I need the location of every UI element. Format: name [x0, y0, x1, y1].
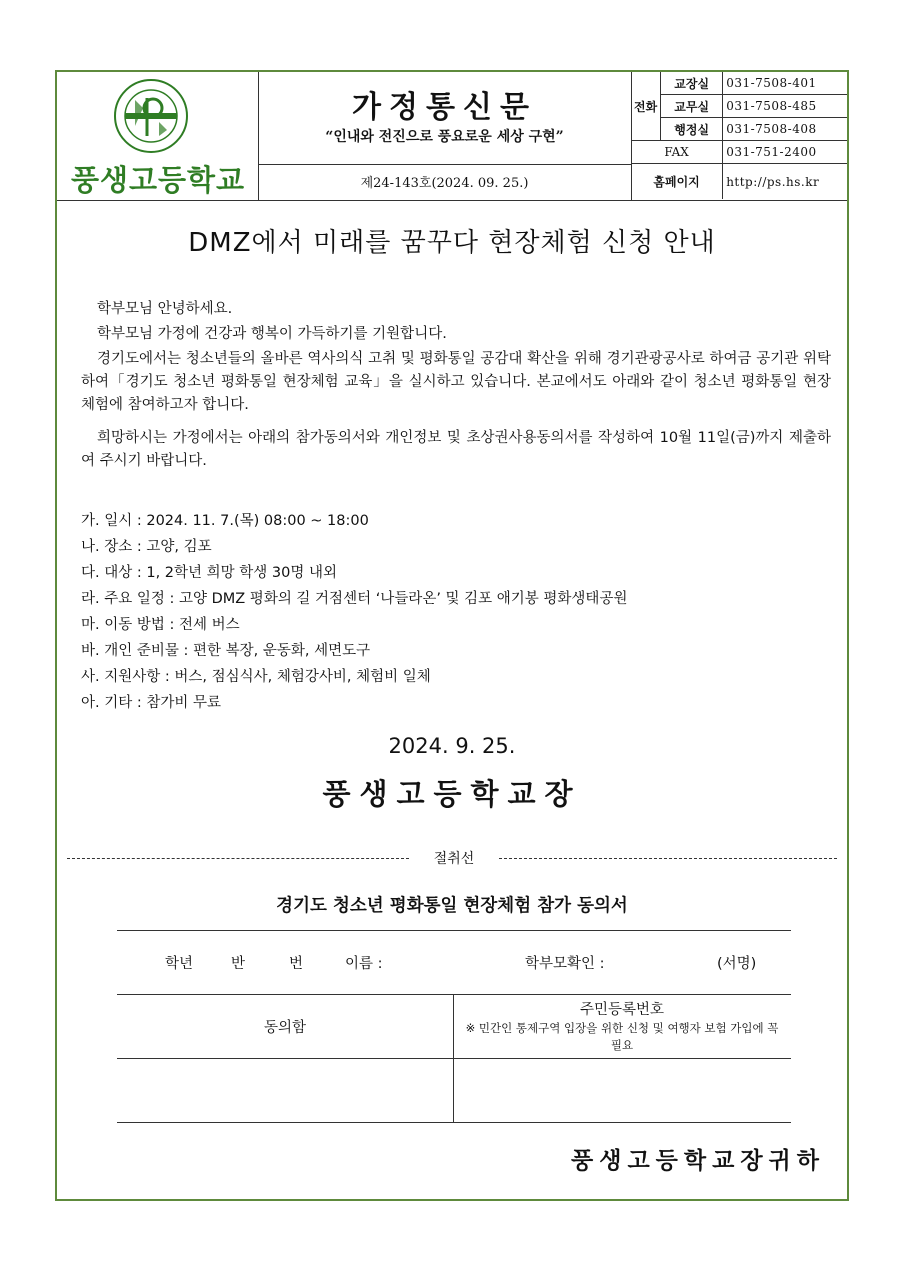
office-admin: 행정실	[661, 118, 723, 141]
document-title: DMZ에서 미래를 꿈꾸다 현장체험 신청 안내	[188, 228, 716, 258]
request-paragraph: 희망하시는 가정에서는 아래의 참가동의서와 개인정보 및 초상권사용동의서를 작성하여 10월 11일(금)까지 제출하여 주시기 바랍니다.	[81, 430, 831, 469]
newsletter-title: 가정통신문	[352, 90, 537, 125]
rrn-input-area[interactable]	[463, 1064, 781, 1114]
form-rule-3	[117, 1058, 791, 1059]
consent-form	[117, 930, 791, 1122]
phone-academic: 031-7508-485	[723, 95, 847, 118]
school-seal-icon	[113, 78, 189, 154]
grade-label: 학년	[165, 956, 194, 972]
detail-support: 사. 지원사항 : 버스, 점심식사, 체험강사비, 체험비 일체	[81, 669, 431, 685]
rrn-note: ※ 민간인 통제구역 입장을 위한 신청 및 여행자 보험 가입에 꼭 필요	[465, 1021, 779, 1052]
number-label: 번	[289, 956, 304, 972]
phone-label: 전화	[631, 72, 661, 141]
school-logo-cell	[57, 72, 259, 200]
homepage-link[interactable]: http://ps.hs.kr	[723, 164, 847, 200]
office-academic: 교무실	[661, 95, 723, 118]
event-details	[81, 508, 831, 716]
cut-line-right	[499, 858, 837, 859]
intro-paragraph: 경기도에서는 청소년들의 올바른 역사의식 고취 및 평화통일 공감대 확산을 위해 경기관광공사로 하여금 공기관 위탁하여「경기도 청소년 평화통일 현장체험 교육」을 실시하고 있습니다. 본교에서도 아래와 같이 청소년 평화통일 현장 체험에 참여하고자 합니다.	[81, 351, 831, 413]
issue-date: 2024. 9. 25.	[388, 734, 516, 758]
rrn-label: 주민등록번호	[579, 1002, 665, 1018]
phone-admin: 031-7508-408	[723, 118, 847, 141]
agree-label[interactable]: 동의함	[263, 1020, 307, 1036]
form-rule-top	[117, 930, 791, 931]
cut-line-left	[67, 858, 409, 859]
cut-line	[67, 848, 837, 868]
school-logo-text: 풍생고등학교	[70, 163, 246, 197]
school-motto: “인내와 전진으로 풍요로운 세상 구현”	[325, 129, 564, 145]
principal-name: 풍생고등학교장	[322, 777, 582, 811]
cut-line-label: 절취선	[419, 848, 489, 868]
fax-label: FAX	[631, 141, 723, 164]
consent-form-title: 경기도 청소년 평화통일 현장체험 참가 동의서	[276, 896, 628, 916]
homepage-label: 홈페이지	[631, 164, 723, 200]
form-rule-2	[117, 994, 791, 995]
parent-confirm-label[interactable]: 학부모확인 :	[525, 956, 605, 972]
title-top	[258, 72, 631, 165]
signature-label: (서명)	[717, 956, 757, 972]
detail-target: 다. 대상 : 1, 2학년 희망 학생 30명 내외	[81, 565, 337, 581]
form-rule-bottom	[117, 1122, 791, 1123]
contact-info	[631, 72, 847, 200]
issue-number: 제24-143호(2024. 09. 25.)	[360, 176, 529, 191]
greeting-line-1: 학부모님 안녕하세요.	[97, 301, 233, 317]
class-label: 반	[231, 956, 246, 972]
detail-location: 나. 장소 : 고양, 김포	[81, 539, 212, 555]
document-frame	[55, 70, 849, 1201]
detail-transport: 마. 이동 방법 : 전세 버스	[81, 617, 240, 633]
detail-schedule: 라. 주요 일정 : 고양 DMZ 평화의 길 거점센터 ‘나들라온’ 및 김포 애기봉 평화생태공원	[81, 591, 628, 607]
detail-datetime: 가. 일시 : 2024. 11. 7.(목) 08:00 ~ 18:00	[81, 513, 369, 529]
title-cell	[258, 72, 632, 200]
addressee: 풍생고등학교장귀하	[571, 1148, 825, 1174]
detail-supplies: 바. 개인 준비물 : 편한 복장, 운동화, 세면도구	[81, 643, 371, 659]
name-label[interactable]: 이름 :	[345, 956, 383, 972]
detail-other: 아. 기타 : 참가비 무료	[81, 695, 221, 711]
newsletter-header	[57, 72, 847, 201]
fax-number: 031-751-2400	[723, 141, 847, 164]
greeting-line-2: 학부모님 가정에 건강과 행복이 가득하기를 기원합니다.	[97, 326, 447, 342]
contact-table	[631, 72, 847, 199]
office-principal: 교장실	[661, 72, 723, 95]
phone-principal: 031-7508-401	[723, 72, 847, 95]
